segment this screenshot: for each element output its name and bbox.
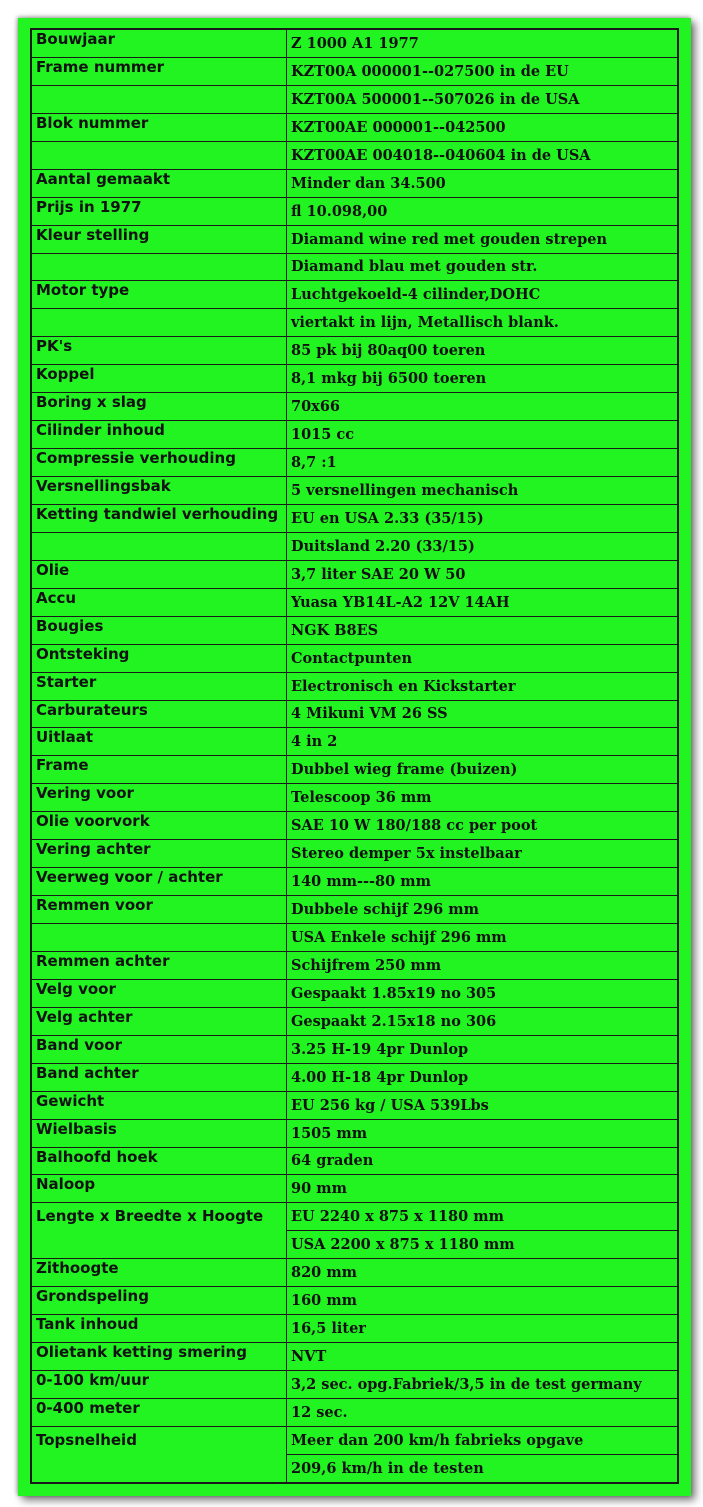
spec-row <box>31 1398 678 1426</box>
spec-label: Band achter <box>31 1063 287 1091</box>
spec-value: Dubbel wieg frame (buizen) <box>287 756 679 784</box>
spec-value: Schijfrem 250 mm <box>287 951 679 979</box>
spec-row <box>31 672 678 700</box>
spec-row <box>31 560 678 588</box>
spec-value: EU en USA 2.33 (35/15) <box>287 504 679 532</box>
spec-card <box>18 18 691 1496</box>
spec-value: 4 in 2 <box>287 728 679 756</box>
spec-row <box>31 197 678 225</box>
spec-label: Naloop <box>31 1175 287 1203</box>
spec-table <box>30 28 679 1484</box>
spec-value: 8,7 :1 <box>287 449 679 477</box>
spec-label: Accu <box>31 588 287 616</box>
spec-label: Vering voor <box>31 784 287 812</box>
spec-value: fl 10.098,00 <box>287 197 679 225</box>
spec-value: Telescoop 36 mm <box>287 784 679 812</box>
spec-row <box>31 951 678 979</box>
spec-row <box>31 57 678 85</box>
spec-label: Veerweg voor / achter <box>31 868 287 896</box>
spec-value: 16,5 liter <box>287 1315 679 1343</box>
spec-value: USA 2200 x 875 x 1180 mm <box>287 1231 679 1259</box>
spec-value: SAE 10 W 180/188 cc per poot <box>287 812 679 840</box>
spec-label: Olietank ketting smering <box>31 1343 287 1371</box>
spec-value: Duitsland 2.20 (33/15) <box>287 532 679 560</box>
spec-row <box>31 29 678 57</box>
spec-row <box>31 728 678 756</box>
spec-row <box>31 393 678 421</box>
spec-label <box>31 253 287 281</box>
spec-value: Z 1000 A1 1977 <box>287 29 679 57</box>
spec-label: Koppel <box>31 365 287 393</box>
spec-value: 3,7 liter SAE 20 W 50 <box>287 560 679 588</box>
spec-label: Grondspeling <box>31 1287 287 1315</box>
spec-label: Starter <box>31 672 287 700</box>
spec-row <box>31 1063 678 1091</box>
spec-label: Tank inhoud <box>31 1315 287 1343</box>
spec-row <box>31 924 678 952</box>
spec-label: 0-400 meter <box>31 1398 287 1426</box>
spec-value: Dubbele schijf 296 mm <box>287 896 679 924</box>
spec-row <box>31 337 678 365</box>
spec-label: Topsnelheid <box>31 1426 287 1483</box>
spec-value: 70x66 <box>287 393 679 421</box>
spec-value: 90 mm <box>287 1175 679 1203</box>
spec-row <box>31 616 678 644</box>
spec-row <box>31 979 678 1007</box>
spec-value: 1505 mm <box>287 1119 679 1147</box>
spec-label: Kleur stelling <box>31 225 287 253</box>
spec-value: 64 graden <box>287 1147 679 1175</box>
spec-label: Velg voor <box>31 979 287 1007</box>
spec-table-body <box>31 29 678 1483</box>
spec-label: Vering achter <box>31 840 287 868</box>
spec-row <box>31 365 678 393</box>
spec-value: 1015 cc <box>287 421 679 449</box>
spec-value: Luchtgekoeld-4 cilinder,DOHC <box>287 281 679 309</box>
spec-label: Versnellingsbak <box>31 477 287 505</box>
spec-row <box>31 85 678 113</box>
spec-row <box>31 504 678 532</box>
spec-label: Motor type <box>31 281 287 309</box>
spec-value: 160 mm <box>287 1287 679 1315</box>
spec-row <box>31 588 678 616</box>
spec-value: NGK B8ES <box>287 616 679 644</box>
spec-value: USA Enkele schijf 296 mm <box>287 924 679 952</box>
spec-label: Remmen voor <box>31 896 287 924</box>
spec-value: 3.25 H-19 4pr Dunlop <box>287 1035 679 1063</box>
spec-label: Wielbasis <box>31 1119 287 1147</box>
spec-value: KZT00AE 000001--042500 <box>287 113 679 141</box>
spec-value: EU 256 kg / USA 539Lbs <box>287 1091 679 1119</box>
spec-row <box>31 868 678 896</box>
spec-value: 3,2 sec. opg.Fabriek/3,5 in de test germany <box>287 1371 679 1399</box>
spec-value: 8,1 mkg bij 6500 toeren <box>287 365 679 393</box>
spec-row <box>31 1007 678 1035</box>
spec-row <box>31 1147 678 1175</box>
spec-value: 4 Mikuni VM 26 SS <box>287 700 679 728</box>
spec-label: Prijs in 1977 <box>31 197 287 225</box>
spec-value: 140 mm---80 mm <box>287 868 679 896</box>
spec-value: Diamand wine red met gouden strepen <box>287 225 679 253</box>
spec-label <box>31 309 287 337</box>
spec-row <box>31 840 678 868</box>
spec-label: Bouwjaar <box>31 29 287 57</box>
spec-value: Minder dan 34.500 <box>287 169 679 197</box>
spec-label: Remmen achter <box>31 951 287 979</box>
spec-row <box>31 225 678 253</box>
spec-row <box>31 1287 678 1315</box>
spec-row <box>31 281 678 309</box>
spec-row <box>31 784 678 812</box>
spec-row <box>31 756 678 784</box>
spec-row <box>31 1343 678 1371</box>
spec-label <box>31 85 287 113</box>
spec-row <box>31 449 678 477</box>
spec-value: 85 pk bij 80aq00 toeren <box>287 337 679 365</box>
spec-label: Boring x slag <box>31 393 287 421</box>
spec-value: NVT <box>287 1343 679 1371</box>
spec-value: 4.00 H-18 4pr Dunlop <box>287 1063 679 1091</box>
spec-row <box>31 1175 678 1203</box>
spec-row <box>31 253 678 281</box>
spec-row <box>31 477 678 505</box>
spec-row <box>31 644 678 672</box>
spec-label <box>31 141 287 169</box>
spec-label: Balhoofd hoek <box>31 1147 287 1175</box>
spec-value: KZT00A 500001--507026 in de USA <box>287 85 679 113</box>
spec-value: Yuasa YB14L-A2 12V 14AH <box>287 588 679 616</box>
spec-value: KZT00A 000001--027500 in de EU <box>287 57 679 85</box>
spec-value: Stereo demper 5x instelbaar <box>287 840 679 868</box>
spec-label: Frame nummer <box>31 57 287 85</box>
spec-row <box>31 532 678 560</box>
spec-row <box>31 1203 678 1231</box>
spec-label: Olie <box>31 560 287 588</box>
spec-row <box>31 141 678 169</box>
spec-row <box>31 1371 678 1399</box>
spec-row <box>31 169 678 197</box>
spec-row <box>31 309 678 337</box>
spec-label: Bougies <box>31 616 287 644</box>
spec-label: Aantal gemaakt <box>31 169 287 197</box>
spec-row <box>31 1315 678 1343</box>
spec-label <box>31 924 287 952</box>
spec-label: Cilinder inhoud <box>31 421 287 449</box>
spec-label: Gewicht <box>31 1091 287 1119</box>
spec-label: Blok nummer <box>31 113 287 141</box>
spec-value: Electronisch en Kickstarter <box>287 672 679 700</box>
spec-label: PK's <box>31 337 287 365</box>
spec-label: Velg achter <box>31 1007 287 1035</box>
spec-label: Carburateurs <box>31 700 287 728</box>
spec-value: EU 2240 x 875 x 1180 mm <box>287 1203 679 1231</box>
spec-row <box>31 812 678 840</box>
spec-row <box>31 421 678 449</box>
spec-row <box>31 1091 678 1119</box>
spec-value: Meer dan 200 km/h fabrieks opgave <box>287 1426 679 1454</box>
spec-row <box>31 113 678 141</box>
spec-label: Olie voorvork <box>31 812 287 840</box>
spec-label <box>31 532 287 560</box>
spec-row <box>31 1259 678 1287</box>
spec-value: 12 sec. <box>287 1398 679 1426</box>
spec-label: Frame <box>31 756 287 784</box>
spec-row <box>31 1035 678 1063</box>
spec-value: 820 mm <box>287 1259 679 1287</box>
spec-label: Band voor <box>31 1035 287 1063</box>
spec-row <box>31 700 678 728</box>
spec-label: Uitlaat <box>31 728 287 756</box>
spec-label: 0-100 km/uur <box>31 1371 287 1399</box>
spec-label: Compressie verhouding <box>31 449 287 477</box>
spec-value: viertakt in lijn, Metallisch blank. <box>287 309 679 337</box>
spec-value: 5 versnellingen mechanisch <box>287 477 679 505</box>
spec-row <box>31 1426 678 1454</box>
spec-label: Ontsteking <box>31 644 287 672</box>
spec-label: Lengte x Breedte x Hoogte <box>31 1203 287 1259</box>
spec-value: Contactpunten <box>287 644 679 672</box>
spec-value: Gespaakt 1.85x19 no 305 <box>287 979 679 1007</box>
spec-label: Ketting tandwiel verhouding <box>31 504 287 532</box>
spec-label: Zithoogte <box>31 1259 287 1287</box>
spec-row <box>31 1119 678 1147</box>
spec-row <box>31 896 678 924</box>
spec-value: KZT00AE 004018--040604 in de USA <box>287 141 679 169</box>
spec-value: Diamand blau met gouden str. <box>287 253 679 281</box>
spec-value: 209,6 km/h in de testen <box>287 1454 679 1483</box>
spec-value: Gespaakt 2.15x18 no 306 <box>287 1007 679 1035</box>
